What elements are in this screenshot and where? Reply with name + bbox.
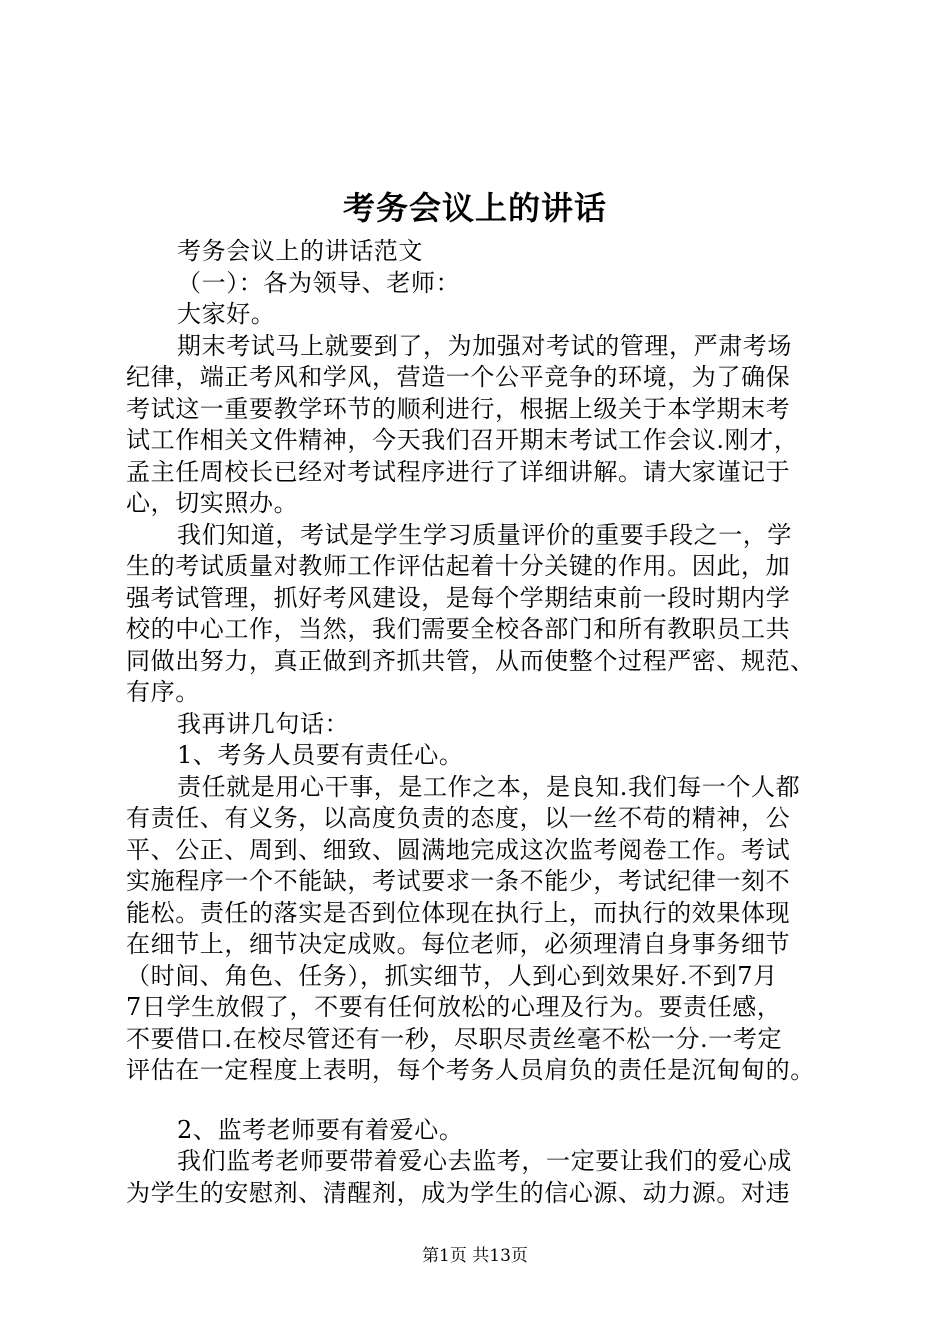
text-line: 纪律，端正考风和学风，营造一个公平竞争的环境，为了确保 xyxy=(126,363,791,391)
text-line: 7日学生放假了，不要有任何放松的心理及行为。要责任感， xyxy=(126,993,782,1021)
text-line: 评估在一定程度上表明，每个考务人员肩负的责任是沉甸甸的。 xyxy=(126,1056,815,1084)
text-line: 心，切实照办。 xyxy=(126,489,299,517)
page-footer: 第1页 共13页 xyxy=(422,1246,528,1266)
text-line: 校的中心工作，当然，我们需要全校各部门和所有教职员工共 xyxy=(126,615,791,643)
text-line: 我们监考老师要带着爱心去监考，一定要让我们的爱心成 xyxy=(177,1147,792,1175)
text-line: 我再讲几句话： xyxy=(177,709,350,738)
text-line: 生的考试质量对教师工作评估起着十分关键的作用。因此，加 xyxy=(126,552,791,580)
document-body xyxy=(126,236,836,1209)
text-line: 在细节上，细节决定成败。每位老师，必须理清自身事务细节 xyxy=(126,930,791,958)
text-line: 有序。 xyxy=(126,678,200,706)
text-line: 有责任、有义务，以高度负责的态度，以一丝不苟的精神，公 xyxy=(126,804,791,832)
text-line: 试工作相关文件精神，今天我们召开期末考试工作会议.刚才， xyxy=(126,426,799,454)
text-line: 实施程序一个不能缺，考试要求一条不能少，考试纪律一刻不 xyxy=(126,867,791,895)
text-line: 孟主任周校长已经对考试程序进行了详细讲解。请大家谨记于 xyxy=(126,457,791,486)
text-line: 责任就是用心干事，是工作之本，是良知.我们每一个人都 xyxy=(177,772,801,801)
text-line: 期末考试马上就要到了，为加强对考试的管理，严肃考场 xyxy=(177,331,792,360)
text-line: 1、考务人员要有责任心。 xyxy=(177,741,464,769)
text-line: 为学生的安慰剂、清醒剂，成为学生的信心源、动力源。对违 xyxy=(126,1178,791,1207)
text-line: 不要借口.在校尽管还有一秒，尽职尽责丝毫不松一分.一考定 xyxy=(126,1024,783,1053)
document-title: 考务会议上的讲话 xyxy=(342,189,607,227)
text-line: 同做出努力，真正做到齐抓共管，从而使整个过程严密、规范、 xyxy=(126,646,815,675)
text-line: 能松。责任的落实是否到位体现在执行上，而执行的效果体现 xyxy=(126,898,791,927)
text-line: 考务会议上的讲话范文 xyxy=(177,237,423,265)
text-line: 2、监考老师要有着爱心。 xyxy=(177,1115,464,1144)
text-line: 我们知道，考试是学生学习质量评价的重要手段之一，学 xyxy=(177,520,792,549)
text-line: 考试这一重要教学环节的顺利进行，根据上级关于本学期末考 xyxy=(126,394,791,423)
text-line: 平、公正、周到、细致、圆满地完成这次监考阅卷工作。考试 xyxy=(126,835,791,864)
text-line: （一）：各为领导、老师： xyxy=(177,268,461,297)
paragraph-gap xyxy=(126,1087,836,1115)
text-line: （时间、角色、任务），抓实细节，人到心到效果好.不到7月 xyxy=(126,961,778,990)
text-line: 强考试管理，抓好考风建设，是每个学期结束前一段时期内学 xyxy=(126,583,791,612)
text-line: 大家好。 xyxy=(177,300,276,328)
